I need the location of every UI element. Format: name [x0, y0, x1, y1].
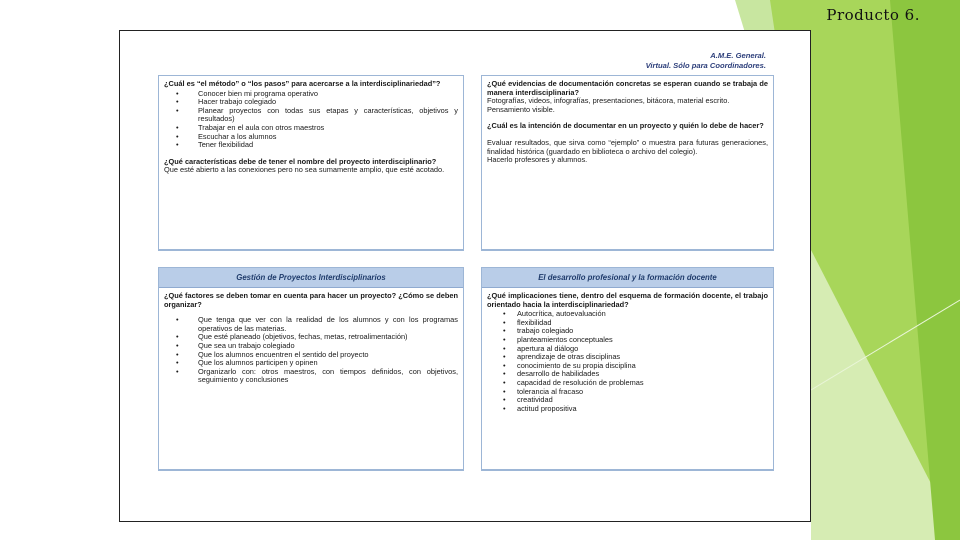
- list-item: • Hacer trabajo colegiado: [164, 98, 458, 107]
- list-item: • Tener flexibilidad: [164, 141, 458, 150]
- list-item: • capacidad de resolución de problemas: [487, 379, 768, 388]
- bullet-list: [164, 90, 458, 150]
- list-item: • Escuchar a los alumnos: [164, 133, 458, 142]
- list-item: • planteamientos conceptuales: [487, 336, 768, 345]
- question: ¿Qué evidencias de documentación concretas se esperan cuando se trabaja de manera interdisciplinaria?: [487, 79, 768, 97]
- list-item: • apertura al diálogo: [487, 345, 768, 354]
- list-item: • Conocer bien mi programa operativo: [164, 90, 458, 99]
- list-item: • Organizarlo con: otros maestros, con tiempos definidos, con objetivos, seguimiento y conclusiones: [164, 368, 458, 385]
- list-item: • Planear proyectos con todas sus etapas y características, objetivos y resultados): [164, 107, 458, 124]
- panel-method: [158, 75, 464, 251]
- question: ¿Qué características debe de tener el nombre del proyecto interdisciplinario?: [164, 156, 437, 166]
- answer: Que esté abierto a las conexiones pero no sea sumamente amplio, que esté acotado.: [164, 165, 445, 175]
- header-note: [646, 51, 766, 71]
- answer: Hacerlo profesores y alumnos.: [487, 155, 588, 165]
- answer: Fotografías, videos, infografías, presentaciones, bitácora, material escrito.: [487, 96, 730, 106]
- answer: Pensamiento visible.: [487, 104, 555, 114]
- question: ¿Qué factores se deben tomar en cuenta para hacer un proyecto? ¿Cómo se deben organizar?: [164, 291, 458, 309]
- list-item: • conocimiento de su propia disciplina: [487, 362, 768, 371]
- question: ¿Qué implicaciones tiene, dentro del esquema de formación docente, el trabajo orientado hacia la interdisciplinariedad?: [487, 291, 768, 309]
- list-item: • tolerancia al fracaso: [487, 388, 768, 397]
- list-item: • trabajo colegiado: [487, 327, 768, 336]
- list-item: • Autocrítica, autoevaluación: [487, 310, 768, 319]
- bullet-list: [487, 310, 768, 413]
- panel-documentation: [481, 75, 774, 251]
- slide-title: Producto 6.: [826, 6, 920, 24]
- list-item: • aprendizaje de otras disciplinas: [487, 353, 768, 362]
- header-note-line1: A.M.E. General.: [710, 51, 766, 60]
- list-item: • Que esté planeado (objetivos, fechas, metas, retroalimentación): [164, 333, 458, 342]
- list-item: • desarrollo de habilidades: [487, 370, 768, 379]
- list-item: • Que sea un trabajo colegiado: [164, 342, 458, 351]
- panel-heading: El desarrollo profesional y la formación docente: [482, 268, 773, 288]
- list-item: • flexibilidad: [487, 319, 768, 328]
- header-note-line2: Virtual. Sólo para Coordinadores.: [645, 61, 766, 70]
- panel-project-management: [158, 267, 464, 471]
- list-item: • Que los alumnos participen y opinen: [164, 359, 458, 368]
- answer: Evaluar resultados, que sirva como “ejemplo” o muestra para futuras generaciones, finalidad histórica (guardado en biblioteca o archivo del colegio).: [487, 137, 768, 156]
- list-item: • Que los alumnos encuentren el sentido del proyecto: [164, 351, 458, 360]
- bullet-list: [164, 316, 458, 385]
- question: ¿Cuál es la intención de documentar en un proyecto y quién lo debe de hacer?: [487, 121, 764, 131]
- panel-heading: Gestión de Proyectos Interdisciplinarios: [159, 268, 463, 288]
- list-item: • Trabajar en el aula con otros maestros: [164, 124, 458, 133]
- panel-professional-development: [481, 267, 774, 471]
- list-item: • creatividad: [487, 396, 768, 405]
- list-item: • actitud propositiva: [487, 405, 768, 414]
- question: ¿Cuál es “el método” o “los pasos” para acercarse a la interdisciplinariedad”?: [164, 79, 441, 88]
- list-item: • Que tenga que ver con la realidad de los alumnos y con los programas operativos de las materias.: [164, 316, 458, 333]
- document-image: [119, 30, 811, 522]
